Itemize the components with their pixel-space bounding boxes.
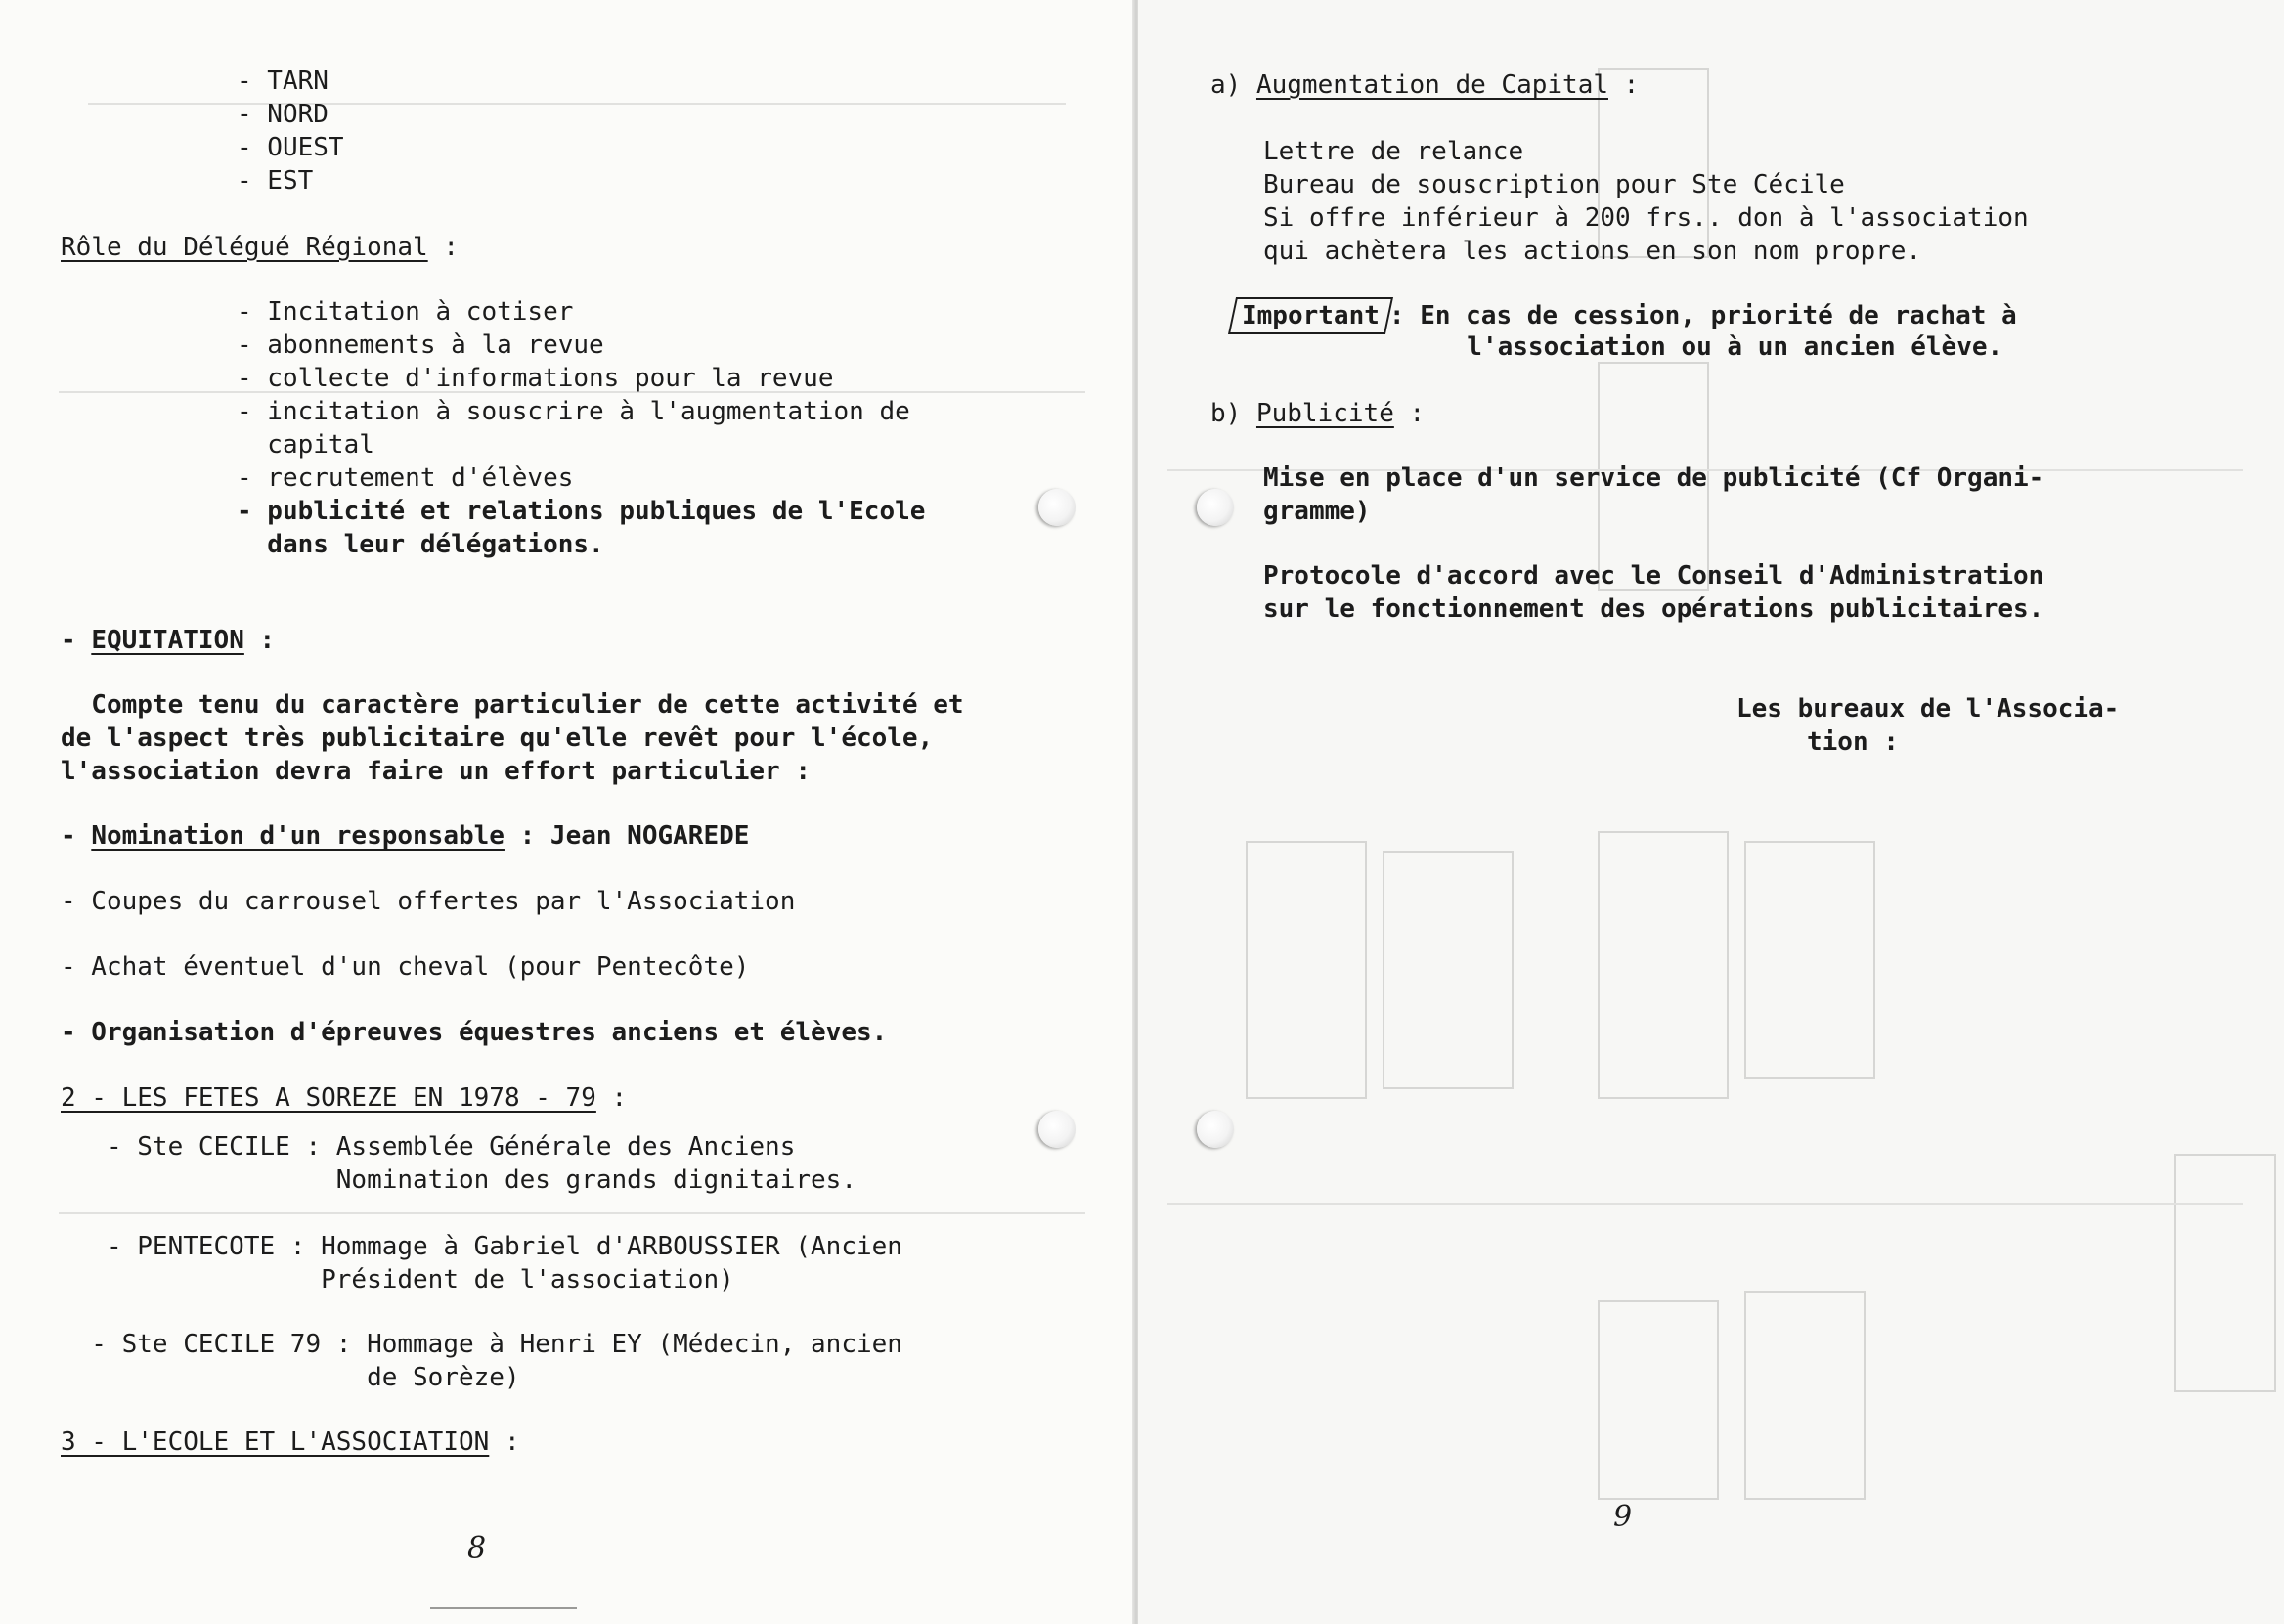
bleed-through-box [1383, 851, 1514, 1089]
section-b-line: gramme) [1263, 497, 1371, 526]
bleed-through-box [1598, 831, 1729, 1099]
important-label: Important [1242, 301, 1380, 330]
punch-hole [1038, 489, 1076, 526]
punch-hole [1038, 1111, 1076, 1148]
role-heading-line: Rôle du Délégué Régional : [61, 233, 459, 262]
section-b-heading-line: b) Publicité : [1210, 399, 1426, 428]
equitation-heading-line: - EQUITATION : [61, 626, 276, 655]
fetes-item: - Ste CECILE : Assemblée Générale des Anciens [61, 1132, 796, 1162]
equitation-item: - Achat éventuel d'un cheval (pour Pentecôte) [61, 952, 750, 982]
signature-line: Les bureaux de l'Associa- [1736, 694, 2120, 724]
bleed-through-box [2174, 1154, 2276, 1392]
fetes-item: de Sorèze) [61, 1363, 520, 1392]
equitation-item: - Organisation d'épreuves équestres anciens et élèves. [61, 1018, 888, 1047]
role-item: - abonnements à la revue [237, 330, 604, 360]
region-item: - NORD [237, 100, 329, 129]
section-a-heading-line: a) Augmentation de Capital : [1210, 70, 1640, 100]
equitation-paragraph-line: Compte tenu du caractère particulier de cette activité et [61, 690, 964, 720]
bleed-through-line [88, 103, 1066, 105]
equitation-item: - Coupes du carrousel offertes par l'Association [61, 887, 796, 916]
fetes-item: - PENTECOTE : Hommage à Gabriel d'ARBOUSSIER (Ancien [61, 1232, 902, 1261]
role-item: dans leur délégations. [237, 530, 604, 559]
section-a-line: qui achètera les actions en son nom propre. [1263, 237, 1922, 266]
bottom-rule [430, 1607, 577, 1609]
section-a-heading: Augmentation de Capital [1255, 70, 1608, 100]
role-item: - recrutement d'élèves [237, 463, 574, 493]
equitation-heading: EQUITATION [91, 626, 244, 655]
role-item: - Incitation à cotiser [237, 297, 574, 327]
bleed-through-box [1598, 1300, 1719, 1500]
punch-hole [1197, 1111, 1234, 1148]
section-a-line: Bureau de souscription pour Ste Cécile [1263, 170, 1845, 199]
region-item: - TARN [237, 66, 329, 96]
role-item: - publicité et relations publiques de l'Ecole [237, 497, 926, 526]
section-b-line: sur le fonctionnement des opérations publicitaires. [1263, 594, 2044, 624]
bleed-through-box [1246, 841, 1367, 1099]
ecole-heading-line: 3 - L'ECOLE ET L'ASSOCIATION : [61, 1427, 520, 1457]
right-page [1138, 0, 2284, 1624]
important-label-box [1228, 297, 1393, 334]
fetes-heading: 2 - LES FETES A SOREZE EN 1978 - 79 [61, 1083, 596, 1113]
fetes-heading-line: 2 - LES FETES A SOREZE EN 1978 - 79 : [61, 1083, 628, 1113]
section-b-line: Mise en place d'un service de publicité (Cf Organi- [1263, 463, 2044, 493]
bleed-through-line [59, 1212, 1085, 1214]
region-item: - EST [237, 166, 314, 196]
signature-line: tion : [1807, 727, 1899, 757]
important-line: Important : En cas de cession, priorité de rachat à [1232, 297, 2017, 334]
ecole-heading: 3 - L'ECOLE ET L'ASSOCIATION [61, 1427, 490, 1457]
page-number: 9 [1613, 1500, 1633, 1534]
fetes-item: Nomination des grands dignitaires. [61, 1165, 856, 1195]
bleed-through-box [1744, 1291, 1866, 1500]
left-page [0, 0, 1134, 1624]
page-number: 8 [467, 1531, 487, 1565]
nomination-line: - Nomination d'un responsable : Jean NOGAREDE [61, 821, 750, 851]
role-heading: Rôle du Délégué Régional [61, 233, 428, 262]
section-a-line: Lettre de relance [1263, 137, 1524, 166]
nomination-label: Nomination d'un responsable [91, 821, 505, 851]
equitation-paragraph-line: de l'aspect très publicitaire qu'elle revêt pour l'école, [61, 724, 934, 753]
important-line: l'association ou à un ancien élève. [1436, 332, 2003, 362]
fetes-item: Président de l'association) [61, 1265, 734, 1295]
section-b-heading: Publicité [1255, 399, 1394, 428]
role-item: capital [237, 430, 374, 460]
role-item: - incitation à souscrire à l'augmentation de [237, 397, 910, 426]
section-a-line: Si offre inférieur à 200 frs.. don à l'association [1263, 203, 2029, 233]
region-item: - OUEST [237, 133, 344, 162]
bleed-through-line [1167, 1203, 2243, 1205]
section-b-line: Protocole d'accord avec le Conseil d'Administration [1263, 561, 2044, 591]
nomination-value: : Jean NOGAREDE [504, 821, 750, 851]
punch-hole [1197, 489, 1234, 526]
equitation-paragraph-line: l'association devra faire un effort particulier : [61, 757, 812, 786]
fetes-item: - Ste CECILE 79 : Hommage à Henri EY (Médecin, ancien [61, 1330, 902, 1359]
bleed-through-box [1744, 841, 1875, 1079]
role-item: - collecte d'informations pour la revue [237, 364, 834, 393]
